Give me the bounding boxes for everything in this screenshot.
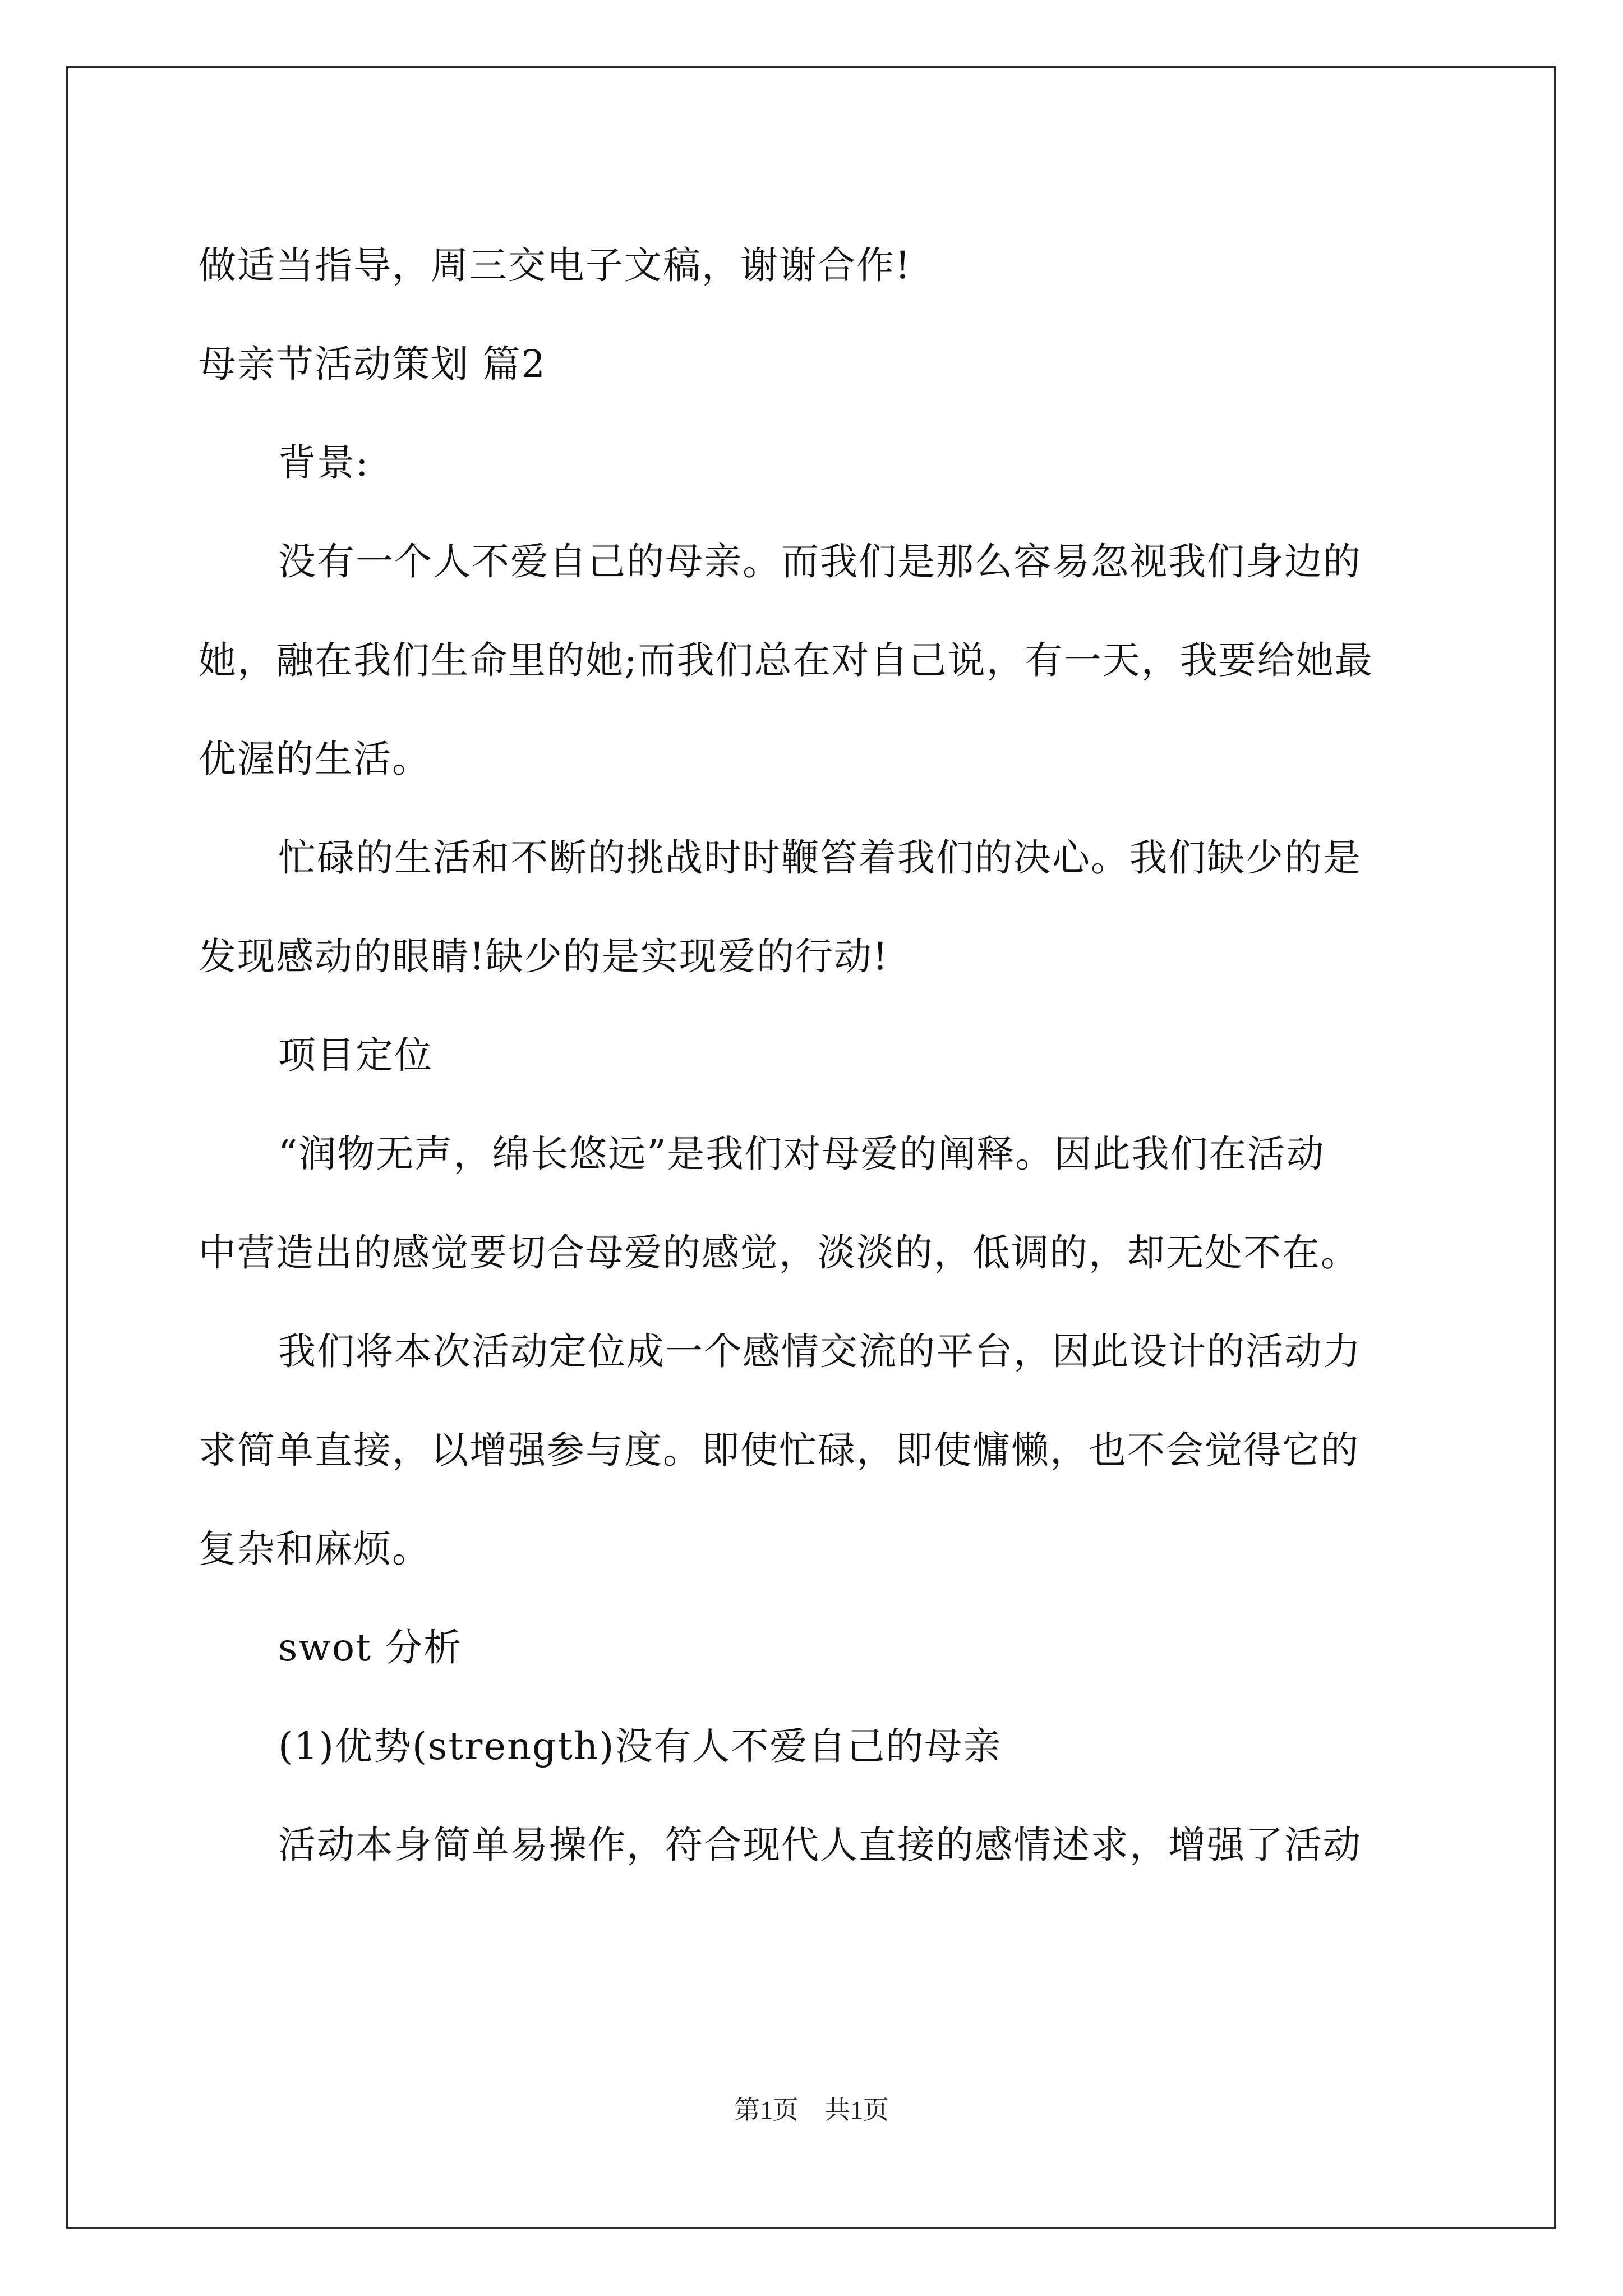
section-heading: 母亲节活动策划 篇2 xyxy=(199,342,546,386)
text-line: 活动本身简单易操作，符合现代人直接的感情述求，增强了活动 xyxy=(278,1823,1362,1867)
text-line: 中营造出的感觉要切合母爱的感觉，淡淡的，低调的，却无处不在。 xyxy=(199,1231,1359,1274)
text-line: 求简单直接，以增强参与度。即使忙碌，即使慵懒，也不会觉得它的 xyxy=(199,1428,1359,1472)
text-line: 她，融在我们生命里的她;而我们总在对自己说，有一天，我要给她最 xyxy=(199,638,1373,682)
text-line: 优渥的生活。 xyxy=(199,737,431,781)
text-line: “润物无声，绵长悠远”是我们对母爱的阐释。因此我们在活动 xyxy=(278,1132,1325,1176)
text-line: 忙碌的生活和不断的挑战时时鞭笞着我们的决心。我们缺少的是 xyxy=(278,836,1362,880)
text-line: (1)优势(strength)没有人不爱自己的母亲 xyxy=(278,1724,1002,1768)
text-line: 发现感动的眼睛!缺少的是实现爱的行动! xyxy=(199,935,889,978)
text-line: 复杂和麻烦。 xyxy=(199,1527,431,1571)
text-line: 背景: xyxy=(278,441,370,485)
page-number: 第1页 xyxy=(734,2096,799,2124)
subheading: 项目定位 xyxy=(278,1033,433,1077)
page-footer xyxy=(0,2090,1623,2127)
page-total: 共1页 xyxy=(824,2096,889,2124)
text-line: 我们将本次活动定位成一个感情交流的平台，因此设计的活动力 xyxy=(278,1329,1362,1373)
subheading: swot 分析 xyxy=(278,1626,463,1669)
text-line: 做适当指导，周三交电子文稿，谢谢合作! xyxy=(199,243,911,287)
document-body xyxy=(199,216,1427,1894)
text-line: 没有一个人不爱自己的母亲。而我们是那么容易忽视我们身边的 xyxy=(278,540,1362,583)
